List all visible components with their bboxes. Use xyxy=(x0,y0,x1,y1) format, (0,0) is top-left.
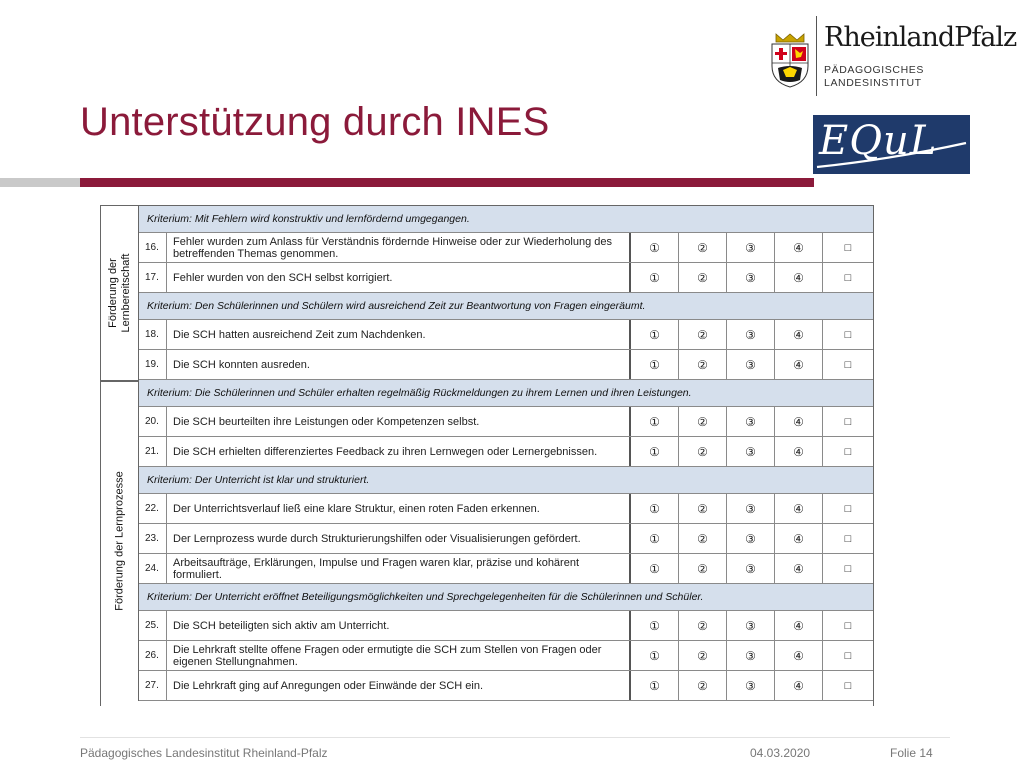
rating-option-2[interactable]: ② xyxy=(679,263,727,292)
rating-option-1[interactable]: ① xyxy=(631,233,679,262)
not-observed-checkbox[interactable]: □ xyxy=(844,358,852,371)
item-text: Die Lehrkraft stellte offene Fragen oder ermutigte die SCH zum Stellen von Fragen oder eigenen Stellungnahmen. xyxy=(167,641,631,670)
rlp-subtitle xyxy=(824,64,924,90)
item-text: Fehler wurden zum Anlass für Verständnis fördernde Hinweise oder zur Wiederholung des betreffenden Themas genommen. xyxy=(167,233,631,262)
footer-slide-number: Folie 14 xyxy=(890,746,933,760)
item-number: 25. xyxy=(139,611,167,640)
criterion-row: Kriterium: Der Unterricht ist klar und strukturiert. xyxy=(139,467,873,494)
rating-option-2[interactable]: ② xyxy=(679,407,727,436)
slide-title: Unterstützung durch INES xyxy=(80,100,550,144)
rating-option-1[interactable]: ① xyxy=(631,263,679,292)
rating-option-2[interactable]: ② xyxy=(679,671,727,700)
rating-option-3[interactable]: ③ xyxy=(727,263,775,292)
item-row xyxy=(139,407,873,437)
rating-option-4[interactable]: ④ xyxy=(775,524,823,553)
form-section xyxy=(101,380,873,701)
item-number: 26. xyxy=(139,641,167,670)
rating-option-1[interactable]: ① xyxy=(631,611,679,640)
item-row xyxy=(139,524,873,554)
item-text: Arbeitsaufträge, Erklärungen, Impulse und Fragen waren klar, präzise und kohärent formuliert. xyxy=(167,554,631,583)
section-label-text xyxy=(113,471,126,610)
rating-option-4[interactable]: ④ xyxy=(775,263,823,292)
criterion-row: Kriterium: Die Schülerinnen und Schüler erhalten regelmäßig Rückmeldungen zu ihrem Lernen und ihren Leistungen. xyxy=(139,380,873,407)
rating-option-1[interactable]: ① xyxy=(631,671,679,700)
rating-option-4[interactable]: ④ xyxy=(775,611,823,640)
item-text: Die SCH konnten ausreden. xyxy=(167,350,631,379)
criterion-row: Kriterium: Der Unterricht eröffnet Beteiligungsmöglichkeiten und Sprechgelegenheiten für die Schülerinnen und Schüler. xyxy=(139,584,873,611)
item-number: 22. xyxy=(139,494,167,523)
item-text: Die SCH beteiligten sich aktiv am Unterricht. xyxy=(167,611,631,640)
rating-option-3[interactable]: ③ xyxy=(727,611,775,640)
rating-option-4[interactable]: ④ xyxy=(775,554,823,583)
not-observed-checkbox[interactable]: □ xyxy=(844,328,852,341)
item-row xyxy=(139,437,873,467)
rating-option-1[interactable]: ① xyxy=(631,320,679,349)
rating-option-2[interactable]: ② xyxy=(679,437,727,466)
rating-option-2[interactable]: ② xyxy=(679,494,727,523)
item-number: 19. xyxy=(139,350,167,379)
criterion-row: Kriterium: Mit Fehlern wird konstruktiv und lernfördernd umgegangen. xyxy=(139,206,873,233)
title-rule-grey xyxy=(0,178,80,187)
rating-option-3[interactable]: ③ xyxy=(727,554,775,583)
form-section xyxy=(101,206,873,380)
item-number: 21. xyxy=(139,437,167,466)
rlp-subtitle-line1: PÄDAGOGISCHES xyxy=(824,64,924,76)
rating-option-1[interactable]: ① xyxy=(631,641,679,670)
rating-option-1[interactable]: ① xyxy=(631,524,679,553)
rating-option-3[interactable]: ③ xyxy=(727,407,775,436)
item-row xyxy=(139,350,873,380)
rating-option-3[interactable]: ③ xyxy=(727,641,775,670)
coat-of-arms-icon xyxy=(770,30,810,88)
section-label-line1: Förderung der Lernprozesse xyxy=(113,470,125,611)
item-text: Die SCH beurteilten ihre Leistungen oder Kompetenzen selbst. xyxy=(167,407,631,436)
item-row xyxy=(139,611,873,641)
section-label-line1: Förderung der xyxy=(106,258,119,328)
rating-option-3[interactable]: ③ xyxy=(727,671,775,700)
item-text: Die SCH erhielten differenziertes Feedback zu ihren Lernwegen oder Lernergebnissen. xyxy=(167,437,631,466)
item-text: Die Lehrkraft ging auf Anregungen oder Einwände der SCH ein. xyxy=(167,671,631,700)
rating-option-2[interactable]: ② xyxy=(679,524,727,553)
not-observed-checkbox[interactable]: □ xyxy=(844,562,852,575)
rating-option-4[interactable]: ④ xyxy=(775,320,823,349)
criterion-row: Kriterium: Den Schülerinnen und Schülern wird ausreichend Zeit zur Beantwortung von Fragen eingeräumt. xyxy=(139,293,873,320)
item-row xyxy=(139,320,873,350)
rating-option-3[interactable]: ③ xyxy=(727,437,775,466)
section-label-text xyxy=(107,254,133,333)
rating-option-3[interactable]: ③ xyxy=(727,524,775,553)
not-observed-checkbox[interactable]: □ xyxy=(844,445,852,458)
footer-date: 04.03.2020 xyxy=(750,746,811,760)
logo-divider xyxy=(816,16,817,96)
item-number: 24. xyxy=(139,554,167,583)
not-observed-checkbox[interactable]: □ xyxy=(844,271,852,284)
title-rule-accent xyxy=(80,178,814,187)
not-observed-checkbox[interactable]: □ xyxy=(844,415,852,428)
item-row xyxy=(139,641,873,671)
item-row xyxy=(139,263,873,293)
footer-institution: Pädagogisches Landesinstitut Rheinland-Pfalz xyxy=(80,746,328,760)
rating-option-4[interactable]: ④ xyxy=(775,350,823,379)
rating-option-4[interactable]: ④ xyxy=(775,641,823,670)
rating-option-3[interactable]: ③ xyxy=(727,233,775,262)
rating-option-1[interactable]: ① xyxy=(631,407,679,436)
item-row xyxy=(139,554,873,584)
rating-option-4[interactable]: ④ xyxy=(775,437,823,466)
rating-option-2[interactable]: ② xyxy=(679,554,727,583)
not-observed-checkbox[interactable]: □ xyxy=(844,532,852,545)
item-number: 20. xyxy=(139,407,167,436)
rating-option-1[interactable]: ① xyxy=(631,350,679,379)
rating-option-3[interactable]: ③ xyxy=(727,320,775,349)
equl-logo xyxy=(813,115,970,174)
rating-option-4[interactable]: ④ xyxy=(775,407,823,436)
section-label xyxy=(101,380,139,701)
rating-option-2[interactable]: ② xyxy=(679,233,727,262)
equl-wordmark: EQuL xyxy=(819,118,938,164)
item-text: Der Lernprozess wurde durch Strukturierungshilfen oder Visualisierungen gefördert. xyxy=(167,524,631,553)
item-number: 27. xyxy=(139,671,167,700)
rlp-subtitle-line2: LANDESINSTITUT xyxy=(824,77,922,89)
rating-option-4[interactable]: ④ xyxy=(775,233,823,262)
item-number: 16. xyxy=(139,233,167,262)
rating-option-2[interactable]: ② xyxy=(679,350,727,379)
equl-swoosh-icon xyxy=(813,115,970,174)
rlp-logo xyxy=(766,16,1017,98)
not-observed-checkbox[interactable]: □ xyxy=(844,649,852,662)
rating-option-3[interactable]: ③ xyxy=(727,494,775,523)
section-label xyxy=(101,206,139,380)
item-row xyxy=(139,671,873,701)
item-row xyxy=(139,233,873,263)
rating-option-4[interactable]: ④ xyxy=(775,671,823,700)
rating-option-2[interactable]: ② xyxy=(679,320,727,349)
not-observed-checkbox[interactable]: □ xyxy=(844,241,852,254)
footer-divider xyxy=(80,737,950,738)
item-number: 23. xyxy=(139,524,167,553)
rating-option-2[interactable]: ② xyxy=(679,611,727,640)
item-number: 18. xyxy=(139,320,167,349)
not-observed-checkbox[interactable]: □ xyxy=(844,679,852,692)
item-number: 17. xyxy=(139,263,167,292)
rating-option-1[interactable]: ① xyxy=(631,494,679,523)
evaluation-form xyxy=(100,205,874,706)
rating-option-2[interactable]: ② xyxy=(679,641,727,670)
rating-option-1[interactable]: ① xyxy=(631,554,679,583)
item-text: Fehler wurden von den SCH selbst korrigiert. xyxy=(167,263,631,292)
rlp-wordmark: RheinlandPfalz xyxy=(824,22,1017,53)
item-row xyxy=(139,494,873,524)
not-observed-checkbox[interactable]: □ xyxy=(844,619,852,632)
rating-option-4[interactable]: ④ xyxy=(775,494,823,523)
section-label-line2: Lernbereitschaft xyxy=(119,253,132,333)
item-text: Die SCH hatten ausreichend Zeit zum Nachdenken. xyxy=(167,320,631,349)
rating-option-3[interactable]: ③ xyxy=(727,350,775,379)
item-text: Der Unterrichtsverlauf ließ eine klare Struktur, einen roten Faden erkennen. xyxy=(167,494,631,523)
rating-option-1[interactable]: ① xyxy=(631,437,679,466)
not-observed-checkbox[interactable]: □ xyxy=(844,502,852,515)
